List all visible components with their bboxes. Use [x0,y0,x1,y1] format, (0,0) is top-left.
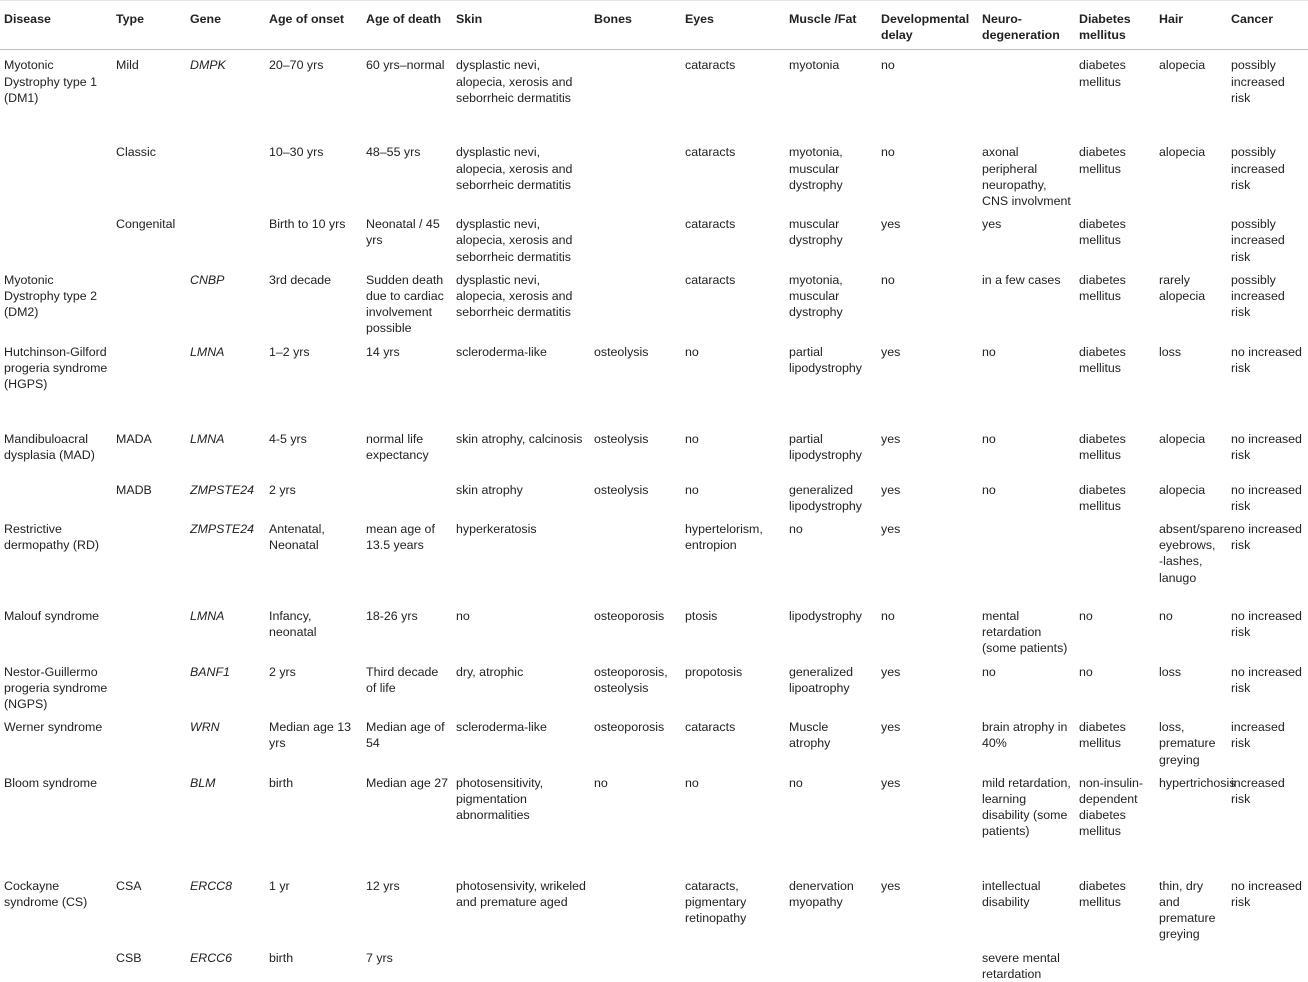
cell-diabetes-mellitus: diabetes mellitus [1079,720,1126,751]
cell-muscle-fat: muscular dystrophy [789,217,843,248]
cell-neurodegeneration: axonal peripheral neuropathy, CNS involvment [982,145,1071,209]
table-row [0,337,1308,424]
cell-gene [186,209,265,265]
cell-diabetes-mellitus: diabetes mellitus [1079,58,1126,89]
cell-eyes: cataracts [685,58,736,73]
cell-age-of-onset: 2 yrs [269,482,296,497]
cell-bones: no [594,775,608,790]
cell-gene: LMNA [190,344,225,359]
cell-muscle-fat: generalized lipodystrophy [789,482,863,513]
header-cancer: Cancer [1227,1,1308,50]
cell-bones: osteolysis [594,344,649,359]
cell-cancer: increased risk [1231,720,1285,751]
cell-eyes: propotosis [685,664,743,679]
cell-age-of-death: Neonatal / 45 yrs [366,217,440,248]
cell-cancer: possibly increased risk [1231,272,1285,320]
header-bones: Bones [590,1,681,50]
cell-age-of-death: 60 yrs–normal [366,58,445,73]
cell-developmental-delay: no [881,145,895,160]
cell-skin [452,943,590,982]
cell-age-of-onset: 4-5 yrs [269,431,307,446]
cell-diabetes-mellitus [1075,943,1155,982]
cell-neurodegeneration: mild retardation, learning disability (some patients) [982,775,1071,839]
cell-neurodegeneration: intellectual disability [982,878,1041,910]
header-diabetes-mellitus: Diabetes mellitus [1075,1,1155,50]
cell-eyes: no [685,482,699,497]
cell-diabetes-mellitus [1075,514,1155,601]
header-neurodegeneration: Neuro-degeneration [978,1,1075,50]
cell-cancer [1227,943,1308,982]
cell-type: CSA [116,878,142,893]
cell-gene: LMNA [190,431,225,446]
cell-age-of-death: 14 yrs [366,344,400,359]
table-row [0,871,1308,943]
cell-type: Mild [116,58,139,73]
cell-skin: skin atrophy, calcinosis [456,431,583,446]
cell-gene: BANF1 [190,664,230,679]
cell-eyes: cataracts [685,272,736,287]
cell-muscle-fat: no [789,522,803,537]
cell-type [112,514,186,601]
cell-diabetes-mellitus: diabetes mellitus [1079,431,1126,462]
cell-gene: ZMPSTE24 [190,522,255,537]
cell-muscle-fat: myotonia, muscular dystrophy [789,145,843,192]
cell-bones: osteoporosis [594,609,665,624]
cell-developmental-delay: yes [881,431,901,446]
cell-cancer: no increased risk [1231,664,1302,695]
cell-age-of-death: 7 yrs [366,950,393,965]
cell-disease: Bloom syndrome [4,775,97,790]
cell-age-of-death: 48–55 yrs [366,145,421,160]
cell-age-of-death: Sudden death due to cardiac involvement possible [366,272,444,336]
cell-type: CSB [116,950,142,965]
cell-eyes: no [685,775,699,790]
cell-age-of-death: 12 yrs [366,878,400,893]
cell-muscle-fat: no [789,775,803,790]
cell-age-of-onset: Infancy, neonatal [269,609,317,640]
cell-muscle-fat: denervation myopathy [789,878,854,910]
cell-age-of-onset: 1–2 yrs [269,344,310,359]
cell-neurodegeneration [978,50,1075,138]
cell-disease [0,137,112,209]
cell-skin: dysplastic nevi, alopecia, xerosis and seborrheic dermatitis [456,58,573,105]
cell-type [112,712,186,768]
cell-disease: Malouf syndrome [4,609,100,624]
cell-hair: no [1159,609,1173,624]
cell-skin: skin atrophy [456,482,523,497]
cell-hair: rarely alopecia [1159,272,1206,304]
cell-bones [590,209,681,265]
cell-hair: thin, dry and premature greying [1159,878,1216,942]
cell-developmental-delay [877,943,978,982]
cell-disease: Myotonic Dystrophy type 1 (DM1) [4,58,97,105]
cell-disease: Nestor-Guillermo progeria syndrome (NGPS) [4,664,108,712]
header-age-of-death: Age of death [362,1,452,50]
cell-bones: osteoporosis, osteolysis [594,664,668,695]
cell-eyes: hypertelorism, entropion [685,522,763,553]
cell-skin: photosensivity, wrikeled and premature aged [456,878,586,910]
cell-neurodegeneration: no [982,344,996,359]
cell-disease: Hutchinson-Gilford progeria syndrome (HGPS) [4,344,108,392]
table-row [0,265,1308,337]
cell-skin: no [456,609,470,624]
cell-hair: loss [1159,664,1182,679]
header-row [0,1,1308,50]
table-row [0,137,1308,209]
cell-age-of-death [362,475,452,514]
cell-developmental-delay: yes [881,522,901,537]
cell-muscle-fat: lipodystrophy [789,609,863,624]
cell-bones: osteolysis [594,482,649,497]
cell-neurodegeneration: yes [982,217,1002,232]
header-developmental-delay: Developmental delay [877,1,978,50]
cell-developmental-delay: no [881,58,895,73]
cell-gene: CNBP [190,272,225,287]
table-row [0,601,1308,657]
cell-type [112,657,186,713]
table-row [0,209,1308,265]
cell-bones: osteolysis [594,431,649,446]
table-row [0,768,1308,871]
cell-skin: photosensitivity, pigmentation abnormalities [456,775,544,823]
cell-gene [186,137,265,209]
cell-age-of-onset: Median age 13 yrs [269,720,351,751]
cell-developmental-delay: yes [881,344,901,359]
cell-bones [590,137,681,209]
cell-disease: Werner syndrome [4,720,103,735]
cell-eyes: ptosis [685,609,718,624]
cell-neurodegeneration: mental retardation (some patients) [982,609,1068,656]
cell-cancer: possibly increased risk [1231,145,1285,192]
table-row [0,514,1308,601]
cell-age-of-onset: birth [269,775,294,790]
cell-bones [590,871,681,943]
cell-disease: Myotonic Dystrophy type 2 (DM2) [4,272,97,320]
cell-age-of-onset: Birth to 10 yrs [269,217,346,232]
cell-type: Classic [116,145,156,160]
cell-age-of-onset: Antenatal, Neonatal [269,522,325,553]
cell-skin: hyperkeratosis [456,522,537,537]
cell-age-of-onset: 20–70 yrs [269,58,324,73]
cell-developmental-delay: yes [881,217,901,232]
cell-hair [1155,943,1227,982]
cell-bones [590,514,681,601]
cell-hair: loss, premature greying [1159,720,1216,767]
cell-hair: hypertrichosis [1159,775,1236,790]
cell-age-of-death: 18-26 yrs [366,609,418,624]
cell-gene: DMPK [190,58,226,73]
table-row [0,475,1308,514]
cell-disease: Cockayne syndrome (CS) [4,878,88,910]
cell-gene: LMNA [190,609,225,624]
cell-eyes: no [685,344,699,359]
cell-hair: alopecia [1159,58,1206,73]
cell-diabetes-mellitus: diabetes mellitus [1079,272,1126,304]
table-row [0,943,1308,982]
cell-cancer: possibly increased risk [1231,58,1285,105]
cell-diabetes-mellitus: diabetes mellitus [1079,482,1126,513]
header-disease: Disease [0,1,112,50]
cell-cancer: no increased risk [1231,609,1302,640]
cell-neurodegeneration: in a few cases [982,272,1061,287]
cell-gene: ERCC6 [190,950,232,965]
cell-skin: scleroderma-like [456,720,547,735]
cell-gene: ZMPSTE24 [190,482,255,497]
cell-age-of-death: mean age of 13.5 years [366,522,435,553]
cell-neurodegeneration: no [982,482,996,497]
cell-type [112,265,186,337]
cell-cancer: possibly increased risk [1231,217,1285,264]
cell-cancer: no increased risk [1231,878,1302,910]
cell-developmental-delay: yes [881,720,901,735]
header-gene: Gene [186,1,265,50]
table-row [0,657,1308,713]
cell-neurodegeneration: no [982,431,996,446]
cell-hair: alopecia [1159,482,1206,497]
cell-developmental-delay: yes [881,482,901,497]
header-age-of-onset: Age of onset [265,1,362,50]
cell-age-of-death: Median age of 54 [366,720,445,751]
cell-age-of-onset: 2 yrs [269,664,296,679]
cell-eyes: cataracts [685,217,736,232]
cell-age-of-onset: 10–30 yrs [269,145,324,160]
cell-gene: WRN [190,720,220,735]
cell-age-of-onset: 1 yr [269,878,290,893]
cell-diabetes-mellitus: non-insulin-dependent diabetes mellitus [1079,775,1144,839]
cell-cancer: no increased risk [1231,522,1302,553]
cell-skin: dry, atrophic [456,664,524,679]
table-row [0,712,1308,768]
cell-hair: loss [1159,344,1182,359]
cell-type: Congenital [116,217,176,232]
cell-eyes: cataracts [685,145,736,160]
cell-neurodegeneration [978,514,1075,601]
cell-cancer: no increased risk [1231,482,1302,513]
cell-disease: Mandibuloacral dysplasia (MAD) [4,431,95,462]
cell-diabetes-mellitus: no [1079,664,1093,679]
cell-bones [590,50,681,138]
cell-age-of-death: Third decade of life [366,664,439,695]
cell-diabetes-mellitus: diabetes mellitus [1079,344,1126,375]
cell-type [112,601,186,657]
header-eyes: Eyes [681,1,785,50]
cell-skin: scleroderma-like [456,344,547,359]
cell-muscle-fat: myotonia [789,58,840,73]
cell-eyes: cataracts, pigmentary retinopathy [685,878,747,926]
cell-eyes [681,943,785,982]
cell-disease [0,475,112,514]
cell-age-of-onset: 3rd decade [269,272,332,287]
cell-muscle-fat [785,943,877,982]
cell-diabetes-mellitus: diabetes mellitus [1079,145,1126,176]
cell-developmental-delay: no [881,609,895,624]
table-row [0,424,1308,475]
cell-muscle-fat: partial lipodystrophy [789,344,863,375]
table-row [0,50,1308,138]
cell-disease: Restrictive dermopathy (RD) [4,522,100,553]
cell-age-of-onset: birth [269,950,294,965]
cell-skin: dysplastic nevi, alopecia, xerosis and seborrheic dermatitis [456,145,573,192]
cell-eyes: no [685,431,699,446]
header-skin: Skin [452,1,590,50]
cell-type: MADA [116,431,152,446]
cell-muscle-fat: Muscle atrophy [789,720,831,751]
cell-hair: alopecia [1159,431,1206,446]
cell-bones [590,943,681,982]
cell-age-of-death: normal life expectancy [366,431,429,462]
cell-neurodegeneration: no [982,664,996,679]
cell-skin: dysplastic nevi, alopecia, xerosis and seborrheic dermatitis [456,217,573,264]
cell-diabetes-mellitus: no [1079,609,1093,624]
cell-gene: ERCC8 [190,878,232,893]
header-muscle-fat: Muscle /Fat [785,1,877,50]
cell-developmental-delay: no [881,272,895,287]
cell-developmental-delay: yes [881,878,901,893]
cell-muscle-fat: myotonia, muscular dystrophy [789,272,843,320]
cell-hair: absent/spare eyebrows, -lashes, lanugo [1159,522,1231,585]
cell-diabetes-mellitus: diabetes mellitus [1079,217,1126,248]
cell-skin: dysplastic nevi, alopecia, xerosis and seborrheic dermatitis [456,272,573,320]
cell-disease [0,209,112,265]
cell-hair [1155,209,1227,265]
cell-type [112,337,186,424]
cell-muscle-fat: partial lipodystrophy [789,431,863,462]
cell-muscle-fat: generalized lipoatrophy [789,664,854,695]
cell-developmental-delay: yes [881,664,901,679]
cell-gene: BLM [190,775,216,790]
cell-cancer: increased risk [1231,775,1285,807]
cell-bones: osteoporosis [594,720,665,735]
cell-developmental-delay: yes [881,775,901,790]
cell-type [112,768,186,871]
cell-age-of-death: Median age 27 [366,775,448,790]
cell-hair: alopecia [1159,145,1206,160]
cell-cancer: no increased risk [1231,431,1302,462]
cell-disease [0,943,112,982]
cell-neurodegeneration: severe mental retardation [982,950,1060,981]
header-type: Type [112,1,186,50]
cell-neurodegeneration: brain atrophy in 40% [982,720,1068,751]
cell-type: MADB [116,482,152,497]
cell-diabetes-mellitus: diabetes mellitus [1079,878,1126,910]
cell-eyes: cataracts [685,720,736,735]
header-hair: Hair [1155,1,1227,50]
cell-cancer: no increased risk [1231,344,1302,375]
cell-bones [590,265,681,337]
